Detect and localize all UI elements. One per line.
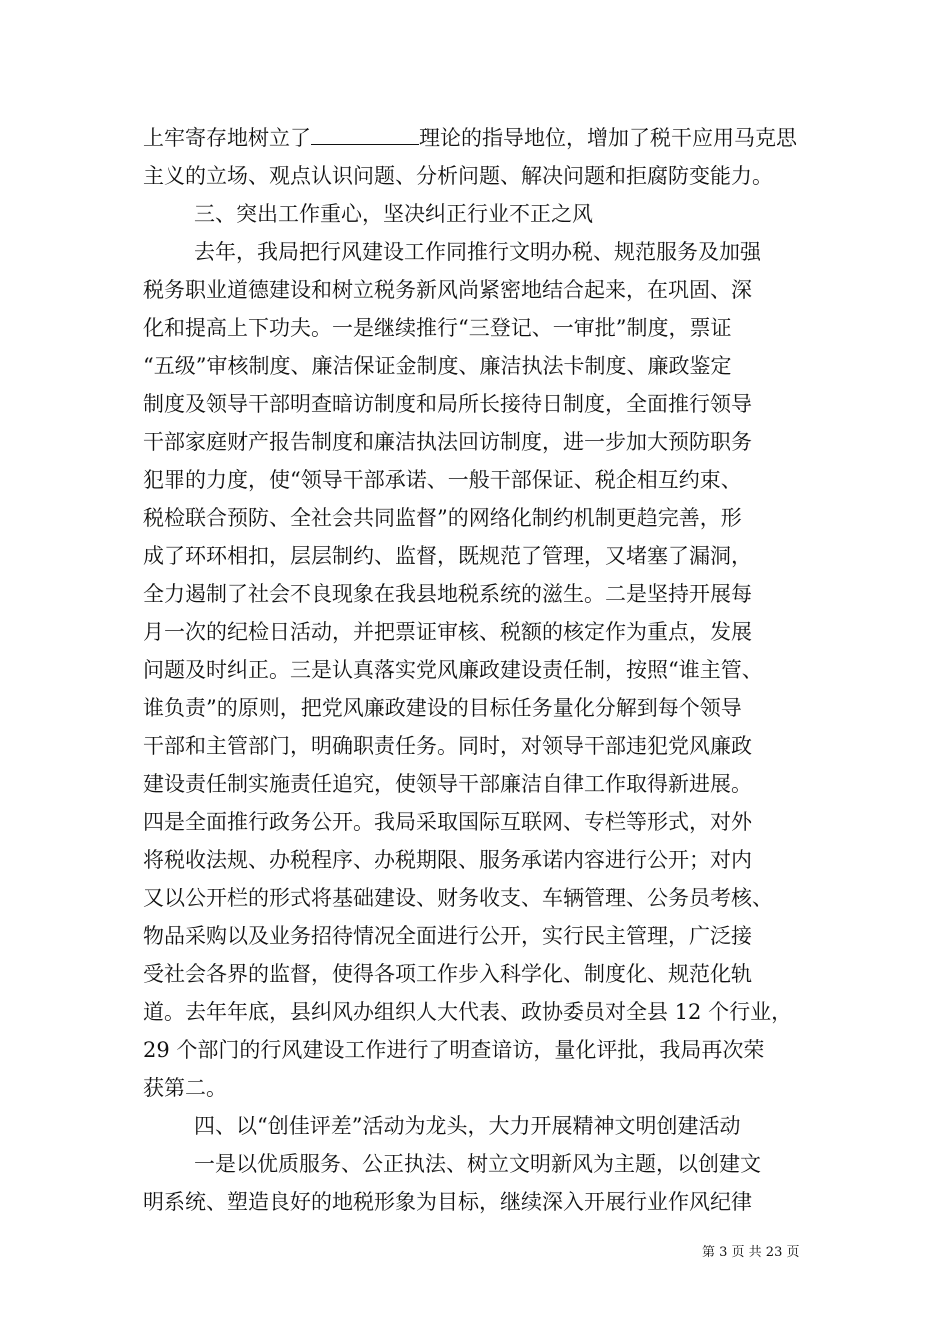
text-line-7: “五级”审核制度、廉洁保证金制度、廉洁执法卡制度、廉政鉴定: [143, 354, 732, 378]
text-line-9: 干部家庭财产报告制度和廉洁执法回访制度，进一步加大预防职务: [143, 430, 752, 454]
text-line-22: 物品采购以及业务招待情况全面进行公开，实行民主管理，广泛接: [143, 924, 752, 948]
text-line-15: 问题及时纠正。三是认真落实党风廉政建设责任制，按照“谁主管、: [143, 658, 763, 682]
text-line-11: 税检联合预防、全社会共同监督”的网络化制约机制更趋完善，形: [143, 506, 742, 530]
text-line-13: 全力遏制了社会不良现象在我县地税系统的滋生。二是坚持开展每: [143, 582, 752, 606]
text-line-14: 月一次的纪检日活动，并把票证审核、税额的核定作为重点，发展: [143, 620, 752, 644]
page-number-footer: 第 3 页 共 23 页: [702, 1245, 800, 1260]
text-line-5: 税务职业道德建设和树立税务新风尚紧密地结合起来，在巩固、深: [143, 278, 752, 302]
text-line-25: 29 个部门的行风建设工作进行了明查谙访，量化评批，我局再次荣: [143, 1038, 765, 1062]
text-line-8: 制度及领导干部明查暗访制度和局所长接待日制度，全面推行领导: [143, 392, 752, 416]
text-line-29: 明系统、塑造良好的地税形象为目标，继续深入开展行业作风纪律: [143, 1190, 752, 1214]
text-line-1-suffix: 理论的指导地位，增加了税干应用马克思: [419, 126, 797, 150]
text-line-23: 受社会各界的监督，使得各项工作步入科学化、制度化、规范化轨: [143, 962, 752, 986]
text-line-18: 建设责任制实施责任追究，使领导干部廉洁自律工作取得新进展。: [143, 772, 752, 796]
text-line-17: 干部和主管部门，明确职责任务。同时，对领导干部违犯党风廉政: [143, 734, 752, 758]
text-line-28: 一是以优质服务、公正执法、树立文明新风为主题，以创建文: [194, 1152, 761, 1176]
text-line-16: 谁负责”的原则，把党风廉政建设的目标任务量化分解到每个领导: [143, 696, 742, 720]
section-heading-3: 三、突出工作重心，坚决纠正行业不正之风: [194, 202, 593, 226]
text-line-26: 获第二。: [143, 1076, 227, 1100]
text-line-4: 去年，我局把行风建设工作同推行文明办税、规范服务及加强: [194, 240, 761, 264]
text-line-20: 将税收法规、办税程序、办税期限、服务承诺内容进行公开；对内: [143, 848, 752, 872]
section-heading-27: 四、以“创佳评差”活动为龙头，大力开展精神文明创建活动: [194, 1114, 741, 1138]
text-line-6: 化和提高上下功夫。一是继续推行“三登记、一审批”制度，票证: [143, 316, 732, 340]
text-line-1-prefix: 上牢寄存地树立了: [143, 126, 311, 150]
text-line-19: 四是全面推行政务公开。我局采取国际互联网、专栏等形式，对外: [143, 810, 752, 834]
fill-in-blank: [311, 125, 419, 145]
text-line-21: 又以公开栏的形式将基础建设、财务收支、车辆管理、公务员考核、: [143, 886, 773, 910]
text-line-2: 主义的立场、观点认识问题、分析问题、解决问题和拒腐防变能力。: [143, 164, 773, 188]
text-line-24: 道。去年年底，县纠风办组织人大代表、政协委员对全县 12 个行业，: [143, 1000, 793, 1024]
text-line-12: 成了环环相扣，层层制约、监督，既规范了管理，又堵塞了漏洞，: [143, 544, 752, 568]
text-line-1: [143, 124, 813, 152]
text-line-10: 犯罪的力度，使“领导干部承诺、一般干部保证、税企相互约束、: [143, 468, 742, 492]
